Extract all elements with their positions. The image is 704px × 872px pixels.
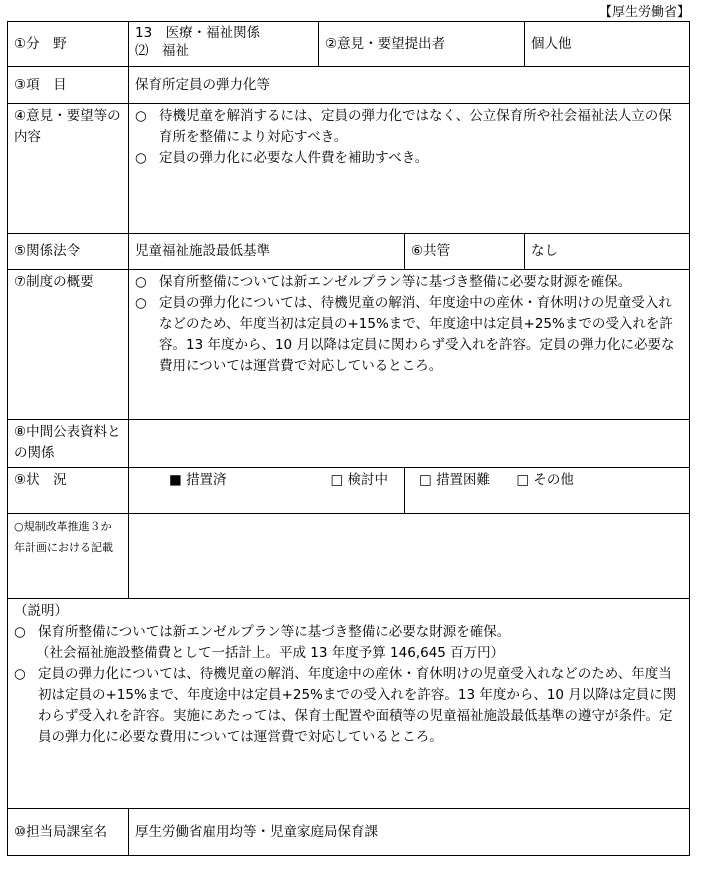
interim-label: ⑧中間公表資料との関係	[8, 420, 129, 468]
field-label: ①分 野	[8, 22, 129, 67]
opinion-request-form	[7, 21, 690, 856]
system-label: ⑦制度の概要	[8, 270, 129, 420]
explanation-section	[8, 599, 690, 809]
status-options-left	[129, 468, 405, 514]
bullet-text: 定員の弾力化については、待機児童の解消、年度途中の産休・育休明けの児童受入れなどのため、年度当初は定員の+15%まで、年度途中は定員+25%までの受入れを許容。13 年度から、10 月以降は定員に関わらず受入れを許容。実施にあたっては、保育士配置や面積等の児童福祉施設最低基準の遵守が条件。定員の弾力化に必要な費用については運営費で対応しているところ。	[38, 666, 677, 745]
department-tag: 【厚生労働省】	[598, 5, 690, 20]
explanation-bullet-1	[14, 622, 683, 643]
bullet-mark: ○	[135, 108, 147, 124]
bullet-text: 保育所整備については新エンゼルプラン等に基づき整備に必要な財源を確保。	[159, 274, 632, 290]
status-option-label: 検討中	[347, 472, 388, 488]
plan-label: ○規制改革推進３か年計画における記載	[8, 514, 129, 599]
law-value: 児童福祉施設最低基準	[129, 234, 405, 270]
status-option[interactable]	[516, 470, 574, 491]
field-value	[129, 22, 319, 67]
bullet-mark: ○	[14, 624, 26, 640]
explanation-heading: （説明）	[14, 603, 68, 619]
opinion-bullet-2	[135, 148, 683, 169]
bullet-text: 定員の弾力化に必要な人件費を補助すべき。	[159, 150, 429, 166]
system-bullet-2	[135, 293, 683, 377]
status-option[interactable]	[419, 470, 490, 491]
status-options-right	[405, 468, 690, 514]
explanation-bullet-1-note: （社会福祉施設整備費として一括計上。平成 13 年度予算 146,645 百万円）	[36, 645, 505, 661]
system-content	[129, 270, 690, 420]
opinion-label	[8, 104, 129, 234]
bullet-text: 待機児童を解消するには、定員の弾力化ではなく、公立保育所や社会福祉法人立の保育所を整備により対応すべき。	[159, 108, 672, 145]
status-option-label: 措置困難	[436, 472, 491, 488]
item-label: ③項 目	[8, 67, 129, 104]
office-label: ⑩担当局課室名	[8, 809, 129, 856]
opinion-bullet-1	[135, 106, 683, 148]
opinion-label-text: ④意見・要望等の内容	[14, 108, 121, 145]
system-bullet-1	[135, 272, 683, 293]
field-value-line1: 13 医療・福祉関係	[135, 25, 261, 41]
office-value: 厚生労働省雇用均等・児童家庭局保育課	[129, 809, 690, 856]
bullet-mark: ○	[135, 295, 147, 311]
field-value-line2: ⑵ 福祉	[135, 43, 189, 59]
bullet-mark: ○	[14, 666, 26, 682]
status-option[interactable]	[330, 470, 388, 491]
status-option-label: 措置済	[186, 472, 227, 488]
submitter-label: ②意見・要望提出者	[319, 22, 525, 67]
item-value: 保育所定員の弾力化等	[129, 67, 690, 104]
submitter-value: 個人他	[525, 22, 690, 67]
bullet-text: 保育所整備については新エンゼルプラン等に基づき整備に必要な財源を確保。	[38, 624, 511, 640]
joint-label: ⑥共管	[405, 234, 525, 270]
interim-value	[129, 420, 690, 468]
status-label: ⑨状 況	[8, 468, 129, 514]
bullet-text: 定員の弾力化については、待機児童の解消、年度途中の産休・育休明けの児童受入れなどのため、年度当初は定員の+15%まで、年度途中は定員+25%までの受入れを許容。13 年度から、10 月以降は定員に関わらず受入れを許容。定員の弾力化に必要な費用については運営費で対応しているところ。	[159, 295, 675, 374]
plan-value	[129, 514, 690, 599]
law-label: ⑤関係法令	[8, 234, 129, 270]
joint-value: なし	[525, 234, 690, 270]
bullet-mark: ○	[135, 274, 147, 290]
status-option-label: その他	[533, 472, 574, 488]
explanation-bullet-2	[14, 664, 683, 748]
opinion-content	[129, 104, 690, 234]
status-option-checked[interactable]	[169, 470, 227, 491]
bullet-mark: ○	[135, 150, 147, 166]
